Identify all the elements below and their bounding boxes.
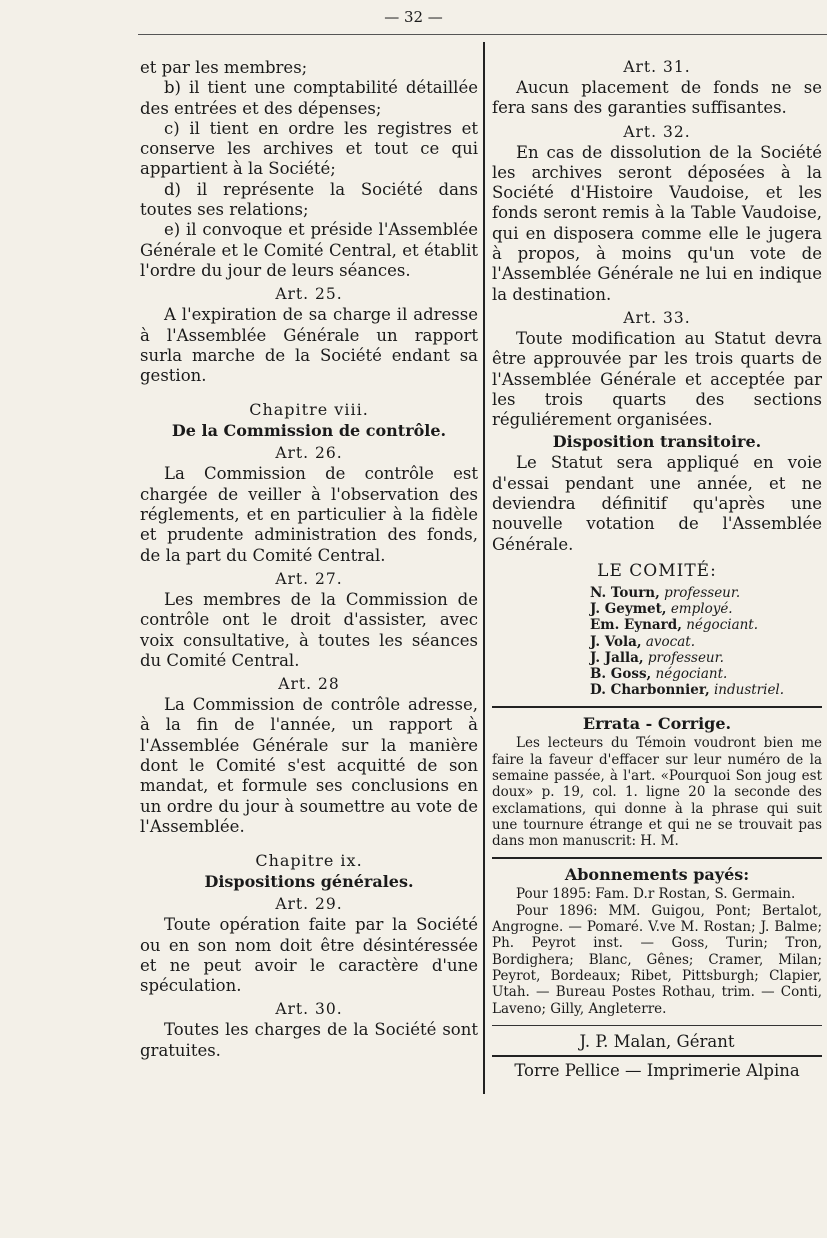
article-heading: Art. 26. — [275, 444, 343, 463]
page-number: — 32 — — [384, 8, 443, 26]
article-text: Toute opération faite par la Société ou en son nom doit être désintéressée et ne peut avoir le caractère d'une spéculation. — [140, 915, 478, 996]
article-text: Le Statut sera appliqué en voie d'essai pendant une année, et ne deviendra définitif qu'après une nouvelle votation de l'Assemblée Générale. — [492, 453, 822, 554]
paragraph: et par les membres; — [140, 58, 308, 77]
signatory: B. Goss, négociant. — [590, 665, 728, 682]
article-text: La Commission de contrôle est chargée de veiller à l'observation des réglements, et en particulier à la fidèle et prudente administration des fonds, de la part du Comité Central. — [140, 464, 478, 565]
section-title: Disposition transitoire. — [552, 432, 762, 452]
divider — [492, 706, 822, 708]
errata-heading: Errata - Corrige. — [582, 714, 732, 734]
article-text: Les membres de la Commission de contrôle ont le droit d'assister, avec voix consultative, à toutes les séances du Comité Central. — [140, 589, 478, 670]
section-title: De la Commission de contrôle. — [171, 421, 447, 441]
signatory: J. Vola, avocat. — [590, 633, 695, 650]
chapter-heading: Chapitre ix. — [255, 851, 363, 871]
article-text: Toutes les charges de la Société sont gratuites. — [140, 1020, 478, 1060]
article-text: Aucun placement de fonds ne se fera sans des garanties suffisantes. — [492, 78, 822, 118]
paragraph: e) il convoque et préside l'Assemblée Générale et le Comité Central, et établit l'ordre du jour de leurs séances. — [140, 220, 478, 280]
article-text: A l'expiration de sa charge il adresse à l'Assemblée Générale un rapport surla marche de la Société endant sa gestion. — [140, 305, 478, 386]
chapter-heading: Chapitre viii. — [249, 400, 369, 420]
signatory: J. Jalla, professeur. — [590, 649, 724, 666]
article-heading: Art. 32. — [623, 122, 691, 141]
article-heading: Art. 25. — [275, 285, 343, 304]
signatory: Em. Eynard, négociant. — [590, 617, 759, 634]
paragraph: b) il tient une comptabilité détaillée des entrées et des dépenses; — [140, 78, 478, 118]
left-column — [140, 58, 478, 1061]
signatories-list — [492, 585, 822, 698]
article-heading: Art. 33. — [623, 308, 691, 327]
top-rule — [138, 34, 827, 35]
committee-heading: LE COMITÉ: — [597, 560, 717, 581]
article-heading: Art. 30. — [275, 1000, 343, 1019]
article-heading: Art. 27. — [275, 569, 343, 588]
divider — [492, 1025, 822, 1026]
signatory: J. Geymet, employé. — [590, 601, 733, 618]
article-heading: Art. 29. — [275, 895, 343, 914]
divider — [492, 857, 822, 859]
column-divider — [483, 42, 485, 1094]
subscriptions-heading: Abonnements payés: — [564, 865, 750, 885]
article-heading: Art. 28 — [278, 675, 340, 694]
signatory: N. Tourn, professeur. — [590, 584, 741, 601]
subscriptions-text: Pour 1896: MM. Guigou, Pont; Bertalot, Angrogne. — Pomaré. V.ve M. Rostan; J. Balme; Ph. Peyrot inst. — Goss, Turin; Tron, Bordighera; Blanc, Gênes; Cramer, Milan; Peyrot, Bordeaux; Ribet, Pittsburgh; Clapier, Utah. — Bureau Postes Rothau, trim. — Conti, Laveno; Gilly, Angleterre. — [492, 902, 822, 1017]
manager-credit: J. P. Malan, Gérant — [579, 1031, 735, 1051]
article-text: En cas de dissolution de la Société les archives seront déposées à la Société d'Histoire Vaudoise, et les fonds seront remis à la Table Vaudoise, qui en disposera comme elle le jugera à propos, à moins qu'un vote de l'Assemblée Générale ne lui en indique la destination. — [492, 142, 822, 304]
article-text: La Commission de contrôle adresse, à la fin de l'année, un rapport à l'Assemblée Générale sur la manière dont le Comité s'est acquitté de son mandat, et formule ses conclusions en un ordre du jour à soumettre au vote de l'Assemblée. — [140, 695, 478, 836]
paragraph: d) il représente la Société dans toutes ses relations; — [140, 179, 478, 220]
section-title: Dispositions générales. — [204, 872, 414, 892]
printer-imprint: Torre Pellice — Imprimerie Alpina — [514, 1060, 800, 1080]
divider — [492, 1055, 822, 1057]
paragraph: c) il tient en ordre les registres et conserve les archives et tout ce qui appartient à la Société; — [140, 118, 478, 179]
right-column — [492, 58, 822, 1084]
subscriptions-text: Pour 1895: Fam. D.r Rostan, S. Germain. — [516, 886, 796, 903]
article-text: Toute modification au Statut devra être approuvée par les trois quarts de l'Assemblée Générale et acceptée par les trois quarts des sections réguliérement organisées. — [492, 328, 822, 430]
errata-text: Les lecteurs du Témoin voudront bien me faire la faveur d'effacer sur leur numéro de la semaine passée, à l'art. «Pourquoi Son joug est doux» p. 19, col. 1. ligne 20 la seconde des exclamations, qui donne à la phrase qui suit une tournure étrange et qui ne se trouvait pas dans mon manuscrit: H. M. — [492, 735, 822, 850]
signatory: D. Charbonnier, industriel. — [590, 682, 785, 699]
article-heading: Art. 31. — [623, 58, 691, 76]
